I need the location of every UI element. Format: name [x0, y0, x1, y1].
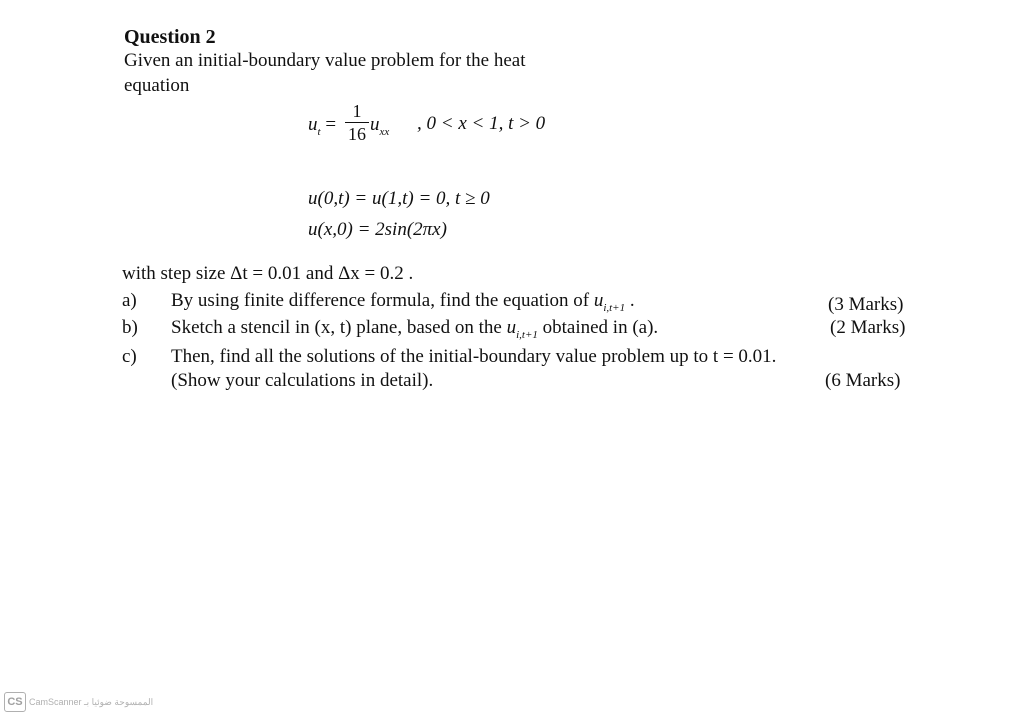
item-b-marks: (2 Marks) — [830, 317, 906, 338]
pde-fraction — [345, 101, 369, 144]
fraction-bar — [345, 122, 369, 123]
step-size-line: with step size Δt = 0.01 and Δx = 0.2 . — [122, 263, 414, 284]
fraction-numerator: 1 — [352, 101, 362, 121]
pde-lhs: $u_t$ = — [308, 114, 337, 138]
item-a-label: a) — [122, 290, 137, 311]
camscanner-logo-icon: CS — [4, 692, 26, 712]
item-c-text-2: (Show your calculations in detail). — [171, 370, 434, 391]
fraction-denominator: 16 — [348, 124, 366, 144]
item-a-text: By using finite difference formula, find the equation of $u_{i,t+1}$ . — [171, 290, 635, 314]
item-c-label: c) — [122, 346, 137, 367]
initial-condition: u(x,0) = 2sin(2πx) — [308, 219, 447, 240]
item-b-text: Sketch a stencil in (x, t) plane, based on the $u_{i,t+1}$ obtained in (a). — [171, 317, 659, 341]
item-c-text: Then, find all the solutions of the initial-boundary value problem up to t = 0.01. — [171, 346, 777, 367]
item-b-label: b) — [122, 317, 138, 338]
item-a-marks: (3 Marks) — [828, 294, 904, 315]
camscanner-text: CamScanner الممسوحة ضوئيا بـ — [29, 696, 154, 707]
question-title: Question 2 — [124, 26, 216, 48]
pde-domain: , 0 < x < 1, t > 0 — [417, 113, 546, 134]
pde-rhs: $u_{xx}$ — [370, 114, 390, 138]
intro-line-2: equation — [124, 75, 190, 96]
camscanner-watermark — [4, 692, 153, 712]
boundary-conditions: u(0,t) = u(1,t) = 0, t ≥ 0 — [308, 188, 490, 209]
item-c-marks: (6 Marks) — [825, 370, 901, 391]
intro-line-1: Given an initial-boundary value problem for the heat — [124, 50, 526, 71]
